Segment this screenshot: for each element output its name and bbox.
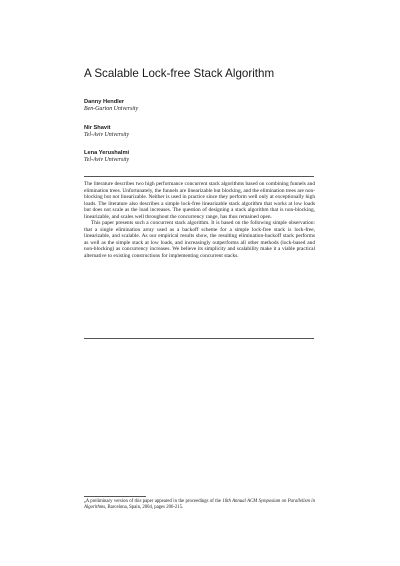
footnote-text: A preliminary version of this paper appeared in the proceedings of the <box>85 499 223 504</box>
abstract-paragraph: This paper presents such a concurrent stack algorithm. It is based on the following simple observation: that a single elimination array used as a backoff scheme for a simple lock-free stack is lock-free, linearizable, and scalable. As our empirical results show, the resulting elimination-backoff stack performs as well as the simple stack at low loads, and increasingly outperforms all other methods (lock-based and non-blocking) as concurrency increases. We believe its simplicity and scalability make it a viable practical alternative to existing constructions for implementing concurrent stacks. <box>84 220 315 259</box>
footnote-marker: 0 <box>84 500 86 504</box>
author-block <box>84 150 344 165</box>
author-block <box>84 125 344 140</box>
footnote <box>84 499 315 511</box>
paper-title: A Scalable Lock-free Stack Algorithm <box>84 67 275 80</box>
author-affiliation: Ben-Gurion University <box>84 106 139 112</box>
author-name: Danny Hendler <box>84 99 125 105</box>
abstract-paragraph: The literature describes two high performance concurrent stack algorithms based on combining funnels and elimination trees. Unfortunately, the funnels are linearizable but blocking, and the elimination trees are non-blocking but not linearizable. Neither is used in practice since they perform well only at exceptionally high loads. The literature also describes a simple lock-free linearizable stack algorithm that works at low loads but does not scale as the load increases. The question of designing a stack algorithm that is non-blocking, linearizable, and scales well throughout the concurrency range, has thus remained open. <box>84 181 315 220</box>
author-name: Lena Yerushalmi <box>84 150 130 156</box>
abstract-bottom-rule <box>84 338 314 339</box>
abstract <box>84 181 315 259</box>
author-block <box>84 99 344 114</box>
abstract-top-rule <box>84 176 314 177</box>
author-affiliation: Tel-Aviv University <box>84 132 130 138</box>
footnote-text-end: , Barcelona, Spain, 2004, pages 206-215. <box>105 505 184 510</box>
author-name: Nir Shavit <box>84 125 111 131</box>
footnote-venue: 16th Annual ACM Symposium on Parallelism in Algorithms <box>84 499 315 510</box>
footnote-rule <box>84 496 146 497</box>
author-affiliation: Tel-Aviv University <box>84 157 130 163</box>
